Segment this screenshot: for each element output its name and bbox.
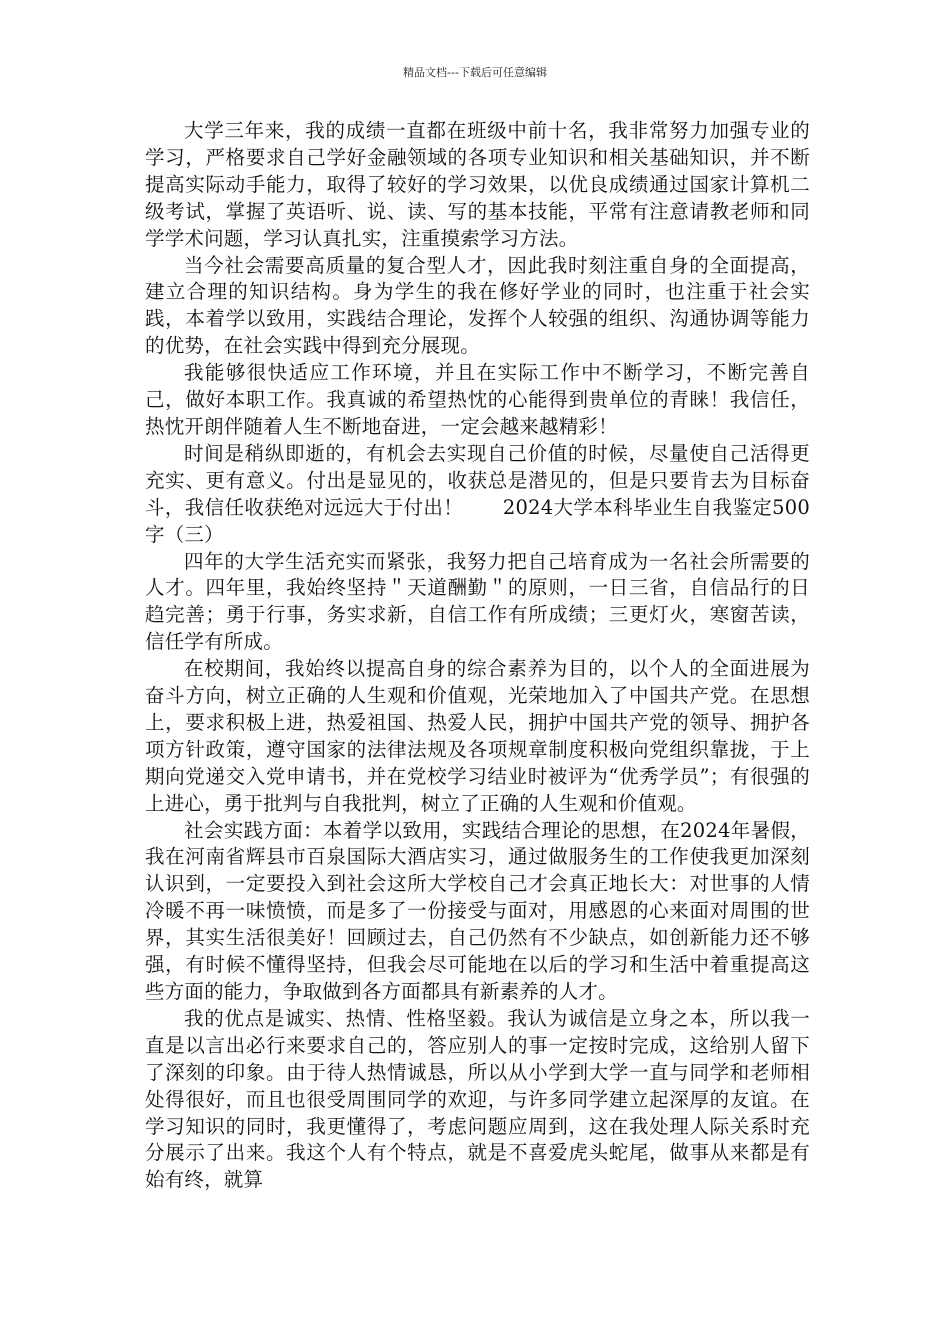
paragraph-social-practice-intro: 当今社会需要高质量的复合型人才，因此我时刻注重自身的全面提高，建立合理的知识结构。身为学生的我在修好学业的同时，也注重于社会实践，本着学以致用，实践结合理论，发挥个人较强的组织、沟通协调等能力的优势，在社会实践中得到充分展现。 [145, 253, 810, 358]
paragraph-time-value: 时间是稍纵即逝的，有机会去实现自己价值的时候，尽量使自己活得更充实、更有意义。付出是显见的，收获总是潜见的，但是只要肯去为目标奋斗，我信任收获绝对远远大于付出！ 2024大学本科毕业生自我鉴定500字（三） [145, 441, 810, 546]
paragraph-work-adaptation: 我能够很快适应工作环境，并且在实际工作中不断学习，不断完善自己，做好本职工作。我真诚的希望热忱的心能得到贵单位的青睐！我信任，热忱开朗伴随着人生不断地奋进，一定会越来越精彩！ [145, 361, 810, 438]
paragraph-strengths: 我的优点是诚实、热情、性格坚毅。我认为诚信是立身之本，所以我一直是以言出必行来要求自己的，答应别人的事一定按时完成，这给别人留下了深刻的印象。由于待人热情诚恳，所以从小学到大学一直与同学和老师相处得很好，而且也很受周围同学的欢迎，与许多同学建立起深厚的友谊。在学习知识的同时，我更懂得了，考虑问题应周到，这在我处理人际关系时充分展示了出来。我这个人有个特点，就是不喜爱虎头蛇尾，做事从来都是有始有终，就算 [145, 1006, 810, 1192]
paragraph-campus-period: 在校期间，我始终以提高自身的综合素养为目的，以个人的全面进展为奋斗方向，树立正确的人生观和价值观，光荣地加入了中国共产党。在思想上，要求积极上进，热爱祖国、热爱人民，拥护中国共产党的领导、拥护各项方针政策，遵守国家的法律法规及各项规章制度积极向党组织靠拢，于上期向党递交入党申请书，并在党校学习结业时被评为“优秀学员”；有很强的上进心，勇于批判与自我批判，树立了正确的人生观和价值观。 [145, 657, 810, 815]
paragraph-academics: 大学三年来，我的成绩一直都在班级中前十名，我非常努力加强专业的学习，严格要求自己学好金融领域的各项专业知识和相关基础知识，并不断提高实际动手能力，取得了较好的学习效果，以优良成绩通过国家计算机二级考试，掌握了英语听、说、读、写的基本技能，平常有注意请教老师和同学学术问题，学习认真扎实，注重摸索学习方法。 [145, 119, 810, 250]
document-body [145, 118, 810, 1194]
paragraph-internship: 社会实践方面：本着学以致用，实践结合理论的思想，在2024年暑假，我在河南省辉县市百泉国际大酒店实习，通过做服务生的工作使我更加深刻认识到，一定要投入到社会这所大学校自己才会真正地长大：对世事的人情冷暖不再一味愤愤，而是多了一份接受与面对，用感恩的心来面对周围的世界，其实生活很美好！回顾过去，自己仍然有不少缺点，如创新能力还不够强，有时候不懂得坚持，但我会尽可能地在以后的学习和生活中着重提高这些方面的能力，争取做到各方面都具有新素养的人才。 [145, 818, 810, 1003]
paragraph-four-years: 四年的大学生活充实而紧张，我努力把自己培育成为一名社会所需要的人才。四年里，我始终坚持＂天道酬勤＂的原则，一日三省，自信品行的日趋完善；勇于行事，务实求新，自信工作有所成绩；三更灯火，寒窗苦读，信任学有所成。 [145, 549, 810, 654]
page-header: 精品文档---下载后可任意编辑 [403, 66, 547, 79]
